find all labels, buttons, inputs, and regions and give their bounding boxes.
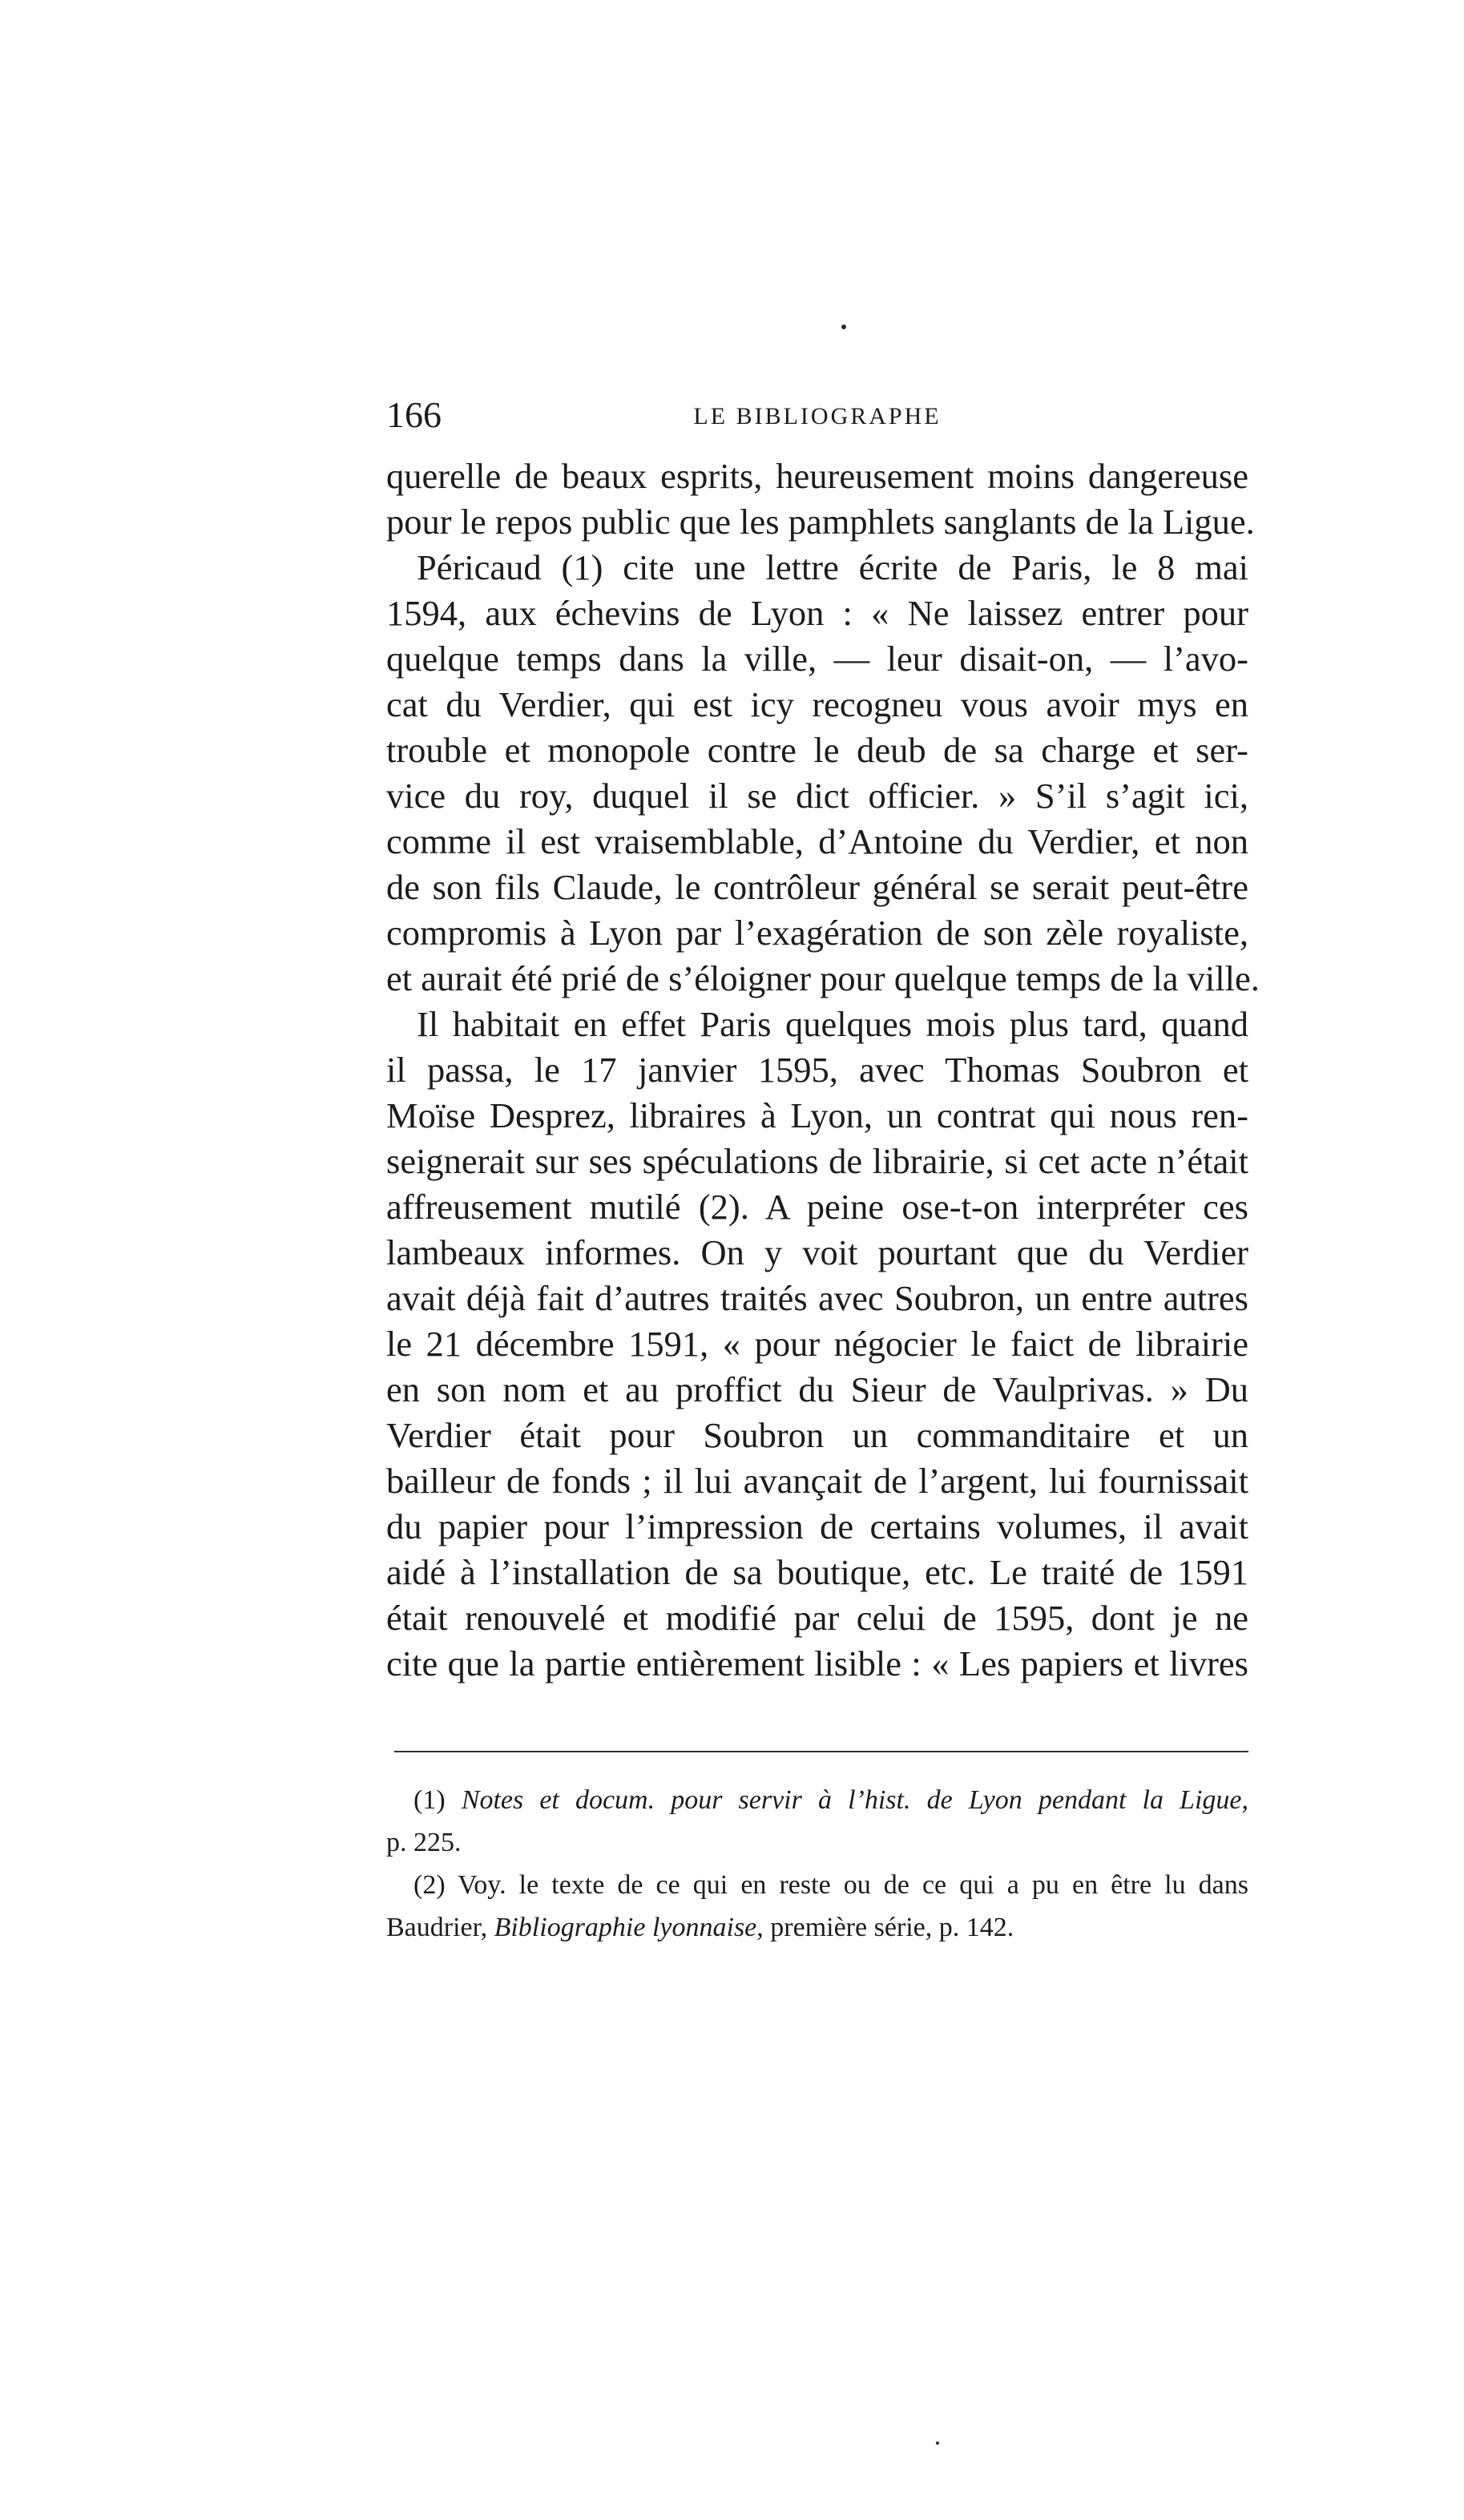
footnote-2-author: Baudrier, (386, 1913, 494, 1942)
page-number: 166 (386, 394, 442, 435)
text-line: du papier pour l’impression de certains volumes, il avait (386, 1506, 1248, 1546)
footnotes (386, 1779, 1248, 1949)
running-title: LE BIBLIOGRAPHE (693, 403, 942, 429)
ink-speck (841, 325, 846, 329)
text-line: bailleur de fonds ; il lui avançait de l’argent, lui fournissait (386, 1461, 1248, 1501)
footnote-1-title: Notes et docum. pour servir à l’hist. de Lyon pendant la Ligue, (461, 1785, 1248, 1815)
text-line: et aurait été prié de s’éloigner pour quelque temps de la ville. (386, 958, 1260, 998)
body-text (386, 454, 1260, 1687)
text-line: 1594, aux échevins de Lyon : « Ne laissez entrer pour (386, 593, 1248, 633)
text-line: en son nom et au proffict du Sieur de Vaulprivas. » Du (386, 1369, 1248, 1409)
text-line: de son fils Claude, le contrôleur général se serait peut-être (386, 867, 1248, 907)
footnote-2: (2) Voy. le texte de ce qui en reste ou de ce qui a pu en être lu dans (413, 1870, 1248, 1900)
footnote-2-suffix: , première série, p. 142. (756, 1913, 1014, 1942)
text-line: Il habitait en effet Paris quelques mois plus tard, quand (417, 1004, 1248, 1044)
text-line: affreusement mutilé (2). A peine ose-t-on interpréter ces (386, 1187, 1248, 1227)
text-line: querelle de beaux esprits, heureusement moins dangereuse (386, 456, 1248, 496)
text-line: aidé à l’installation de sa boutique, etc. Le traité de 1591 (386, 1552, 1248, 1592)
text-line: avait déjà fait d’autres traités avec Soubron, un entre autres (386, 1278, 1248, 1318)
text-line: Péricaud (1) cite une lettre écrite de Paris, le 8 mai (417, 547, 1248, 587)
footnote-2-work: Bibliographie lyonnaise (494, 1913, 757, 1942)
text-line: compromis à Lyon par l’exagération de son zèle royaliste, (386, 913, 1248, 953)
footnote-1 (386, 1779, 1248, 1821)
footnote-2-continuation (386, 1906, 1248, 1949)
text-line: le 21 décembre 1591, « pour négocier le faict de librairie (386, 1324, 1248, 1364)
text-line: lambeaux informes. On y voit pourtant que du Verdier (386, 1232, 1248, 1272)
text-line: Moïse Desprez, libraires à Lyon, un contrat qui nous ren- (386, 1095, 1248, 1135)
text-line: seignerait sur ses spéculations de librairie, si cet acte n’était (386, 1141, 1248, 1181)
text-line: trouble et monopole contre le deub de sa charge et ser- (386, 730, 1248, 770)
page-header (386, 391, 1248, 439)
footnote-1-number: (1) (413, 1785, 446, 1815)
text-line: comme il est vraisemblable, d’Antoine du Verdier, et non (386, 821, 1248, 861)
text-line: cite que la partie entièrement lisible : « Les papiers et livres (386, 1643, 1248, 1683)
text-line: Verdier était pour Soubron un commanditaire et un (386, 1415, 1248, 1455)
text-line: vice du roy, duquel il se dict officier. » S’il s’agit ici, (386, 776, 1248, 816)
footnote-rule (394, 1751, 1248, 1752)
text-line: pour le repos public que les pamphlets sanglants de la Ligue. (386, 502, 1255, 542)
ink-speck (936, 2441, 939, 2445)
text-line: il passa, le 17 janvier 1595, avec Thomas Soubron et (386, 1050, 1248, 1090)
footnote-1-page: p. 225. (386, 1828, 462, 1857)
text-line: quelque temps dans la ville, — leur disait-on, — l’avo- (386, 639, 1248, 679)
text-line: était renouvelé et modifié par celui de 1595, dont je ne (386, 1598, 1248, 1638)
text-line: cat du Verdier, qui est icy recogneu vous avoir mys en (386, 684, 1248, 724)
